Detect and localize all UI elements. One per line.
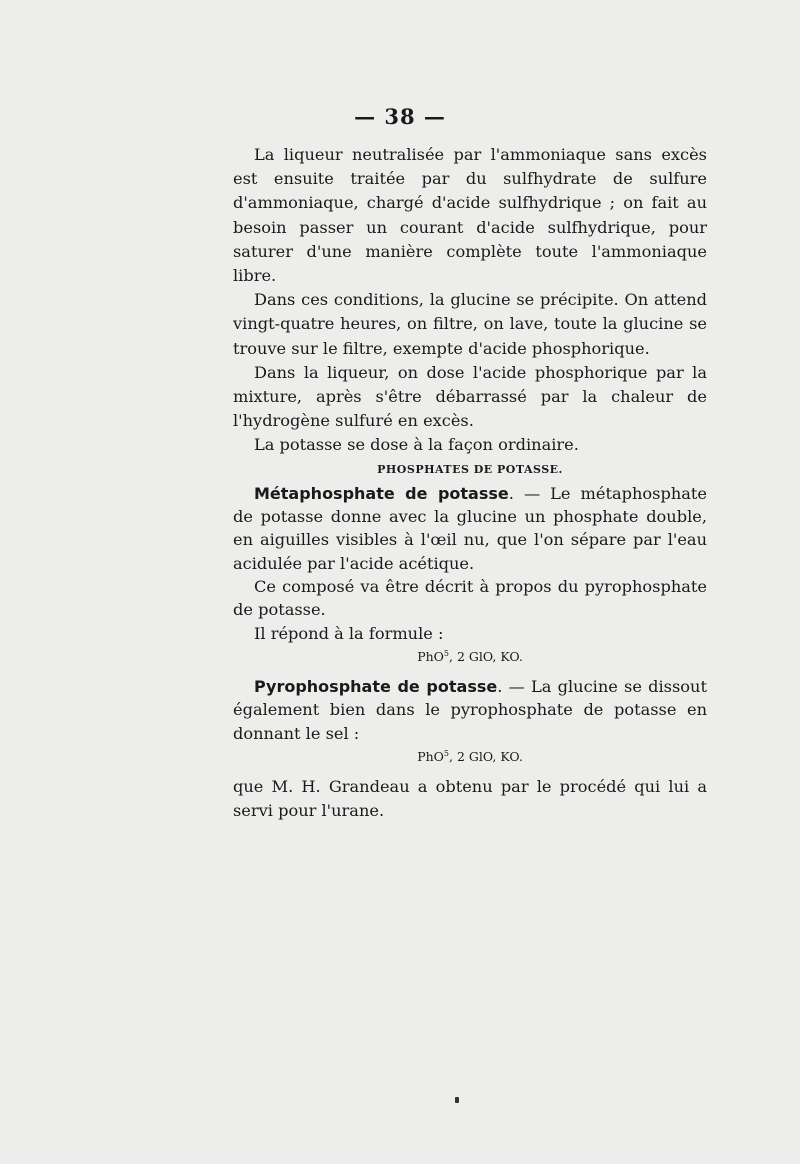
formula-pyrophosphate [233,745,707,769]
paragraph-metaphosphate [233,482,707,575]
formula-part: PhO [417,749,444,765]
formula-metaphosphate [233,645,707,669]
metaphosphate-text: . — Le métaphosphate de potasse donne avec la glucine un phosphate double, en aiguilles visibles à l'œil nu, que l'on sépare par l'eau acidulée par l'acide acétique. [233,483,707,573]
ink-mark [455,1097,459,1103]
formula-exponent: 5 [443,748,449,758]
paragraph-neutralisation: La liqueur neutralisée par l'ammoniaque sans excès est ensuite traitée par du sulfhydrate de sulfure d'ammoniaque, chargé d'acide sulfhydrique ; on fait au besoin passer un courant d'acide sulfhydrique, pour saturer d'une manière complète toute l'ammoniaque libre. [233,145,707,286]
term-pyrophosphate: Pyrophosphate de potasse [254,677,498,697]
text-body [233,143,707,822]
page-number: — 38 — [354,104,446,129]
formula-part: PhO [417,648,444,664]
paragraph-closing: que M. H. Grandeau a obtenu par le procédé qui lui a servi pour l'urane. [233,777,707,820]
paragraph-dosage-acide: Dans la liqueur, on dose l'acide phosphorique par la mixture, après s'être débarrassé par la chaleur de l'hydrogène sulfuré en excès. [233,362,707,431]
paragraph-compose: Ce composé va être décrit à propos du pyrophosphate de potasse. [233,577,707,620]
section-heading: PHOSPHATES DE POTASSE. [377,462,563,476]
paragraph-pyrophosphate [233,675,707,745]
formula-part: , 2 GlO, KO. [449,749,523,765]
term-metaphosphate: Métaphosphate de potasse [254,483,509,503]
formula-exponent: 5 [443,648,449,658]
pyrophosphate-text: . — La glucine se dissout également bien dans le pyrophosphate de potasse en donnant le sel : [233,677,707,743]
paragraph-dosage-potasse: La potasse se dose à la façon ordinaire. [254,435,579,455]
paragraph-precipitation: Dans ces conditions, la glucine se précipite. On attend vingt-quatre heures, on filtre, on lave, toute la glucine se trouve sur le filtre, exempte d'acide phosphorique. [233,290,707,358]
formula-part: , 2 GlO, KO. [449,648,523,664]
paragraph-formule-intro: Il répond à la formule : [254,623,444,643]
